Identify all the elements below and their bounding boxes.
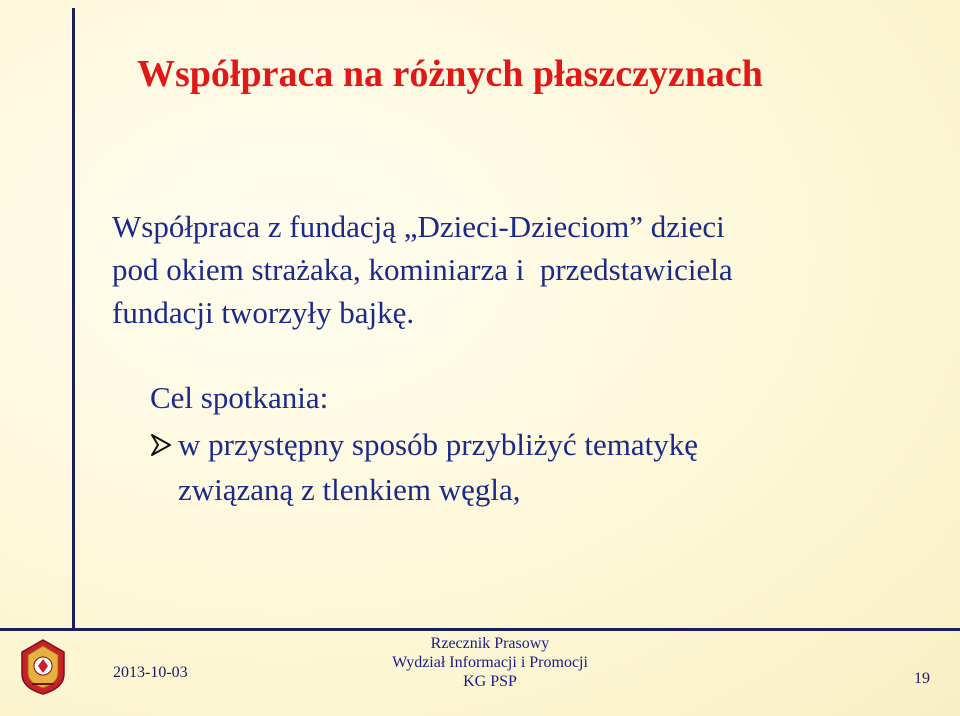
intro-paragraph: [112, 205, 912, 334]
goal-line-2: związaną z tlenkiem węgla,: [178, 472, 521, 507]
vertical-divider: [72, 8, 75, 630]
footer-line-3: KG PSP: [463, 673, 517, 690]
goal-label: Cel spotkania:: [150, 380, 329, 415]
footer-line-2: Wydział Informacji i Promocji: [392, 654, 588, 671]
arrow-bullet-icon: [150, 425, 178, 468]
footer-organization: [330, 634, 650, 691]
goal-list-item: [150, 423, 910, 511]
page-number: 19: [914, 670, 930, 687]
footer-line-1: Rzecznik Prasowy: [430, 635, 550, 652]
footer-divider: [0, 628, 960, 631]
intro-line-1: Współpraca z fundacją „Dzieci-Dzieciom” dzieci: [112, 209, 725, 244]
psp-emblem-icon: [18, 638, 68, 696]
intro-line-2: pod okiem strażaka, kominiarza i przedstawiciela: [112, 252, 733, 287]
slide-title: Współpraca na różnych płaszczyznach: [137, 53, 763, 95]
footer-date: 2013-10-03: [113, 664, 188, 681]
goal-line-1: w przystępny sposób przybliżyć tematykę: [178, 427, 698, 462]
intro-line-3: fundacji tworzyły bajkę.: [112, 295, 415, 330]
